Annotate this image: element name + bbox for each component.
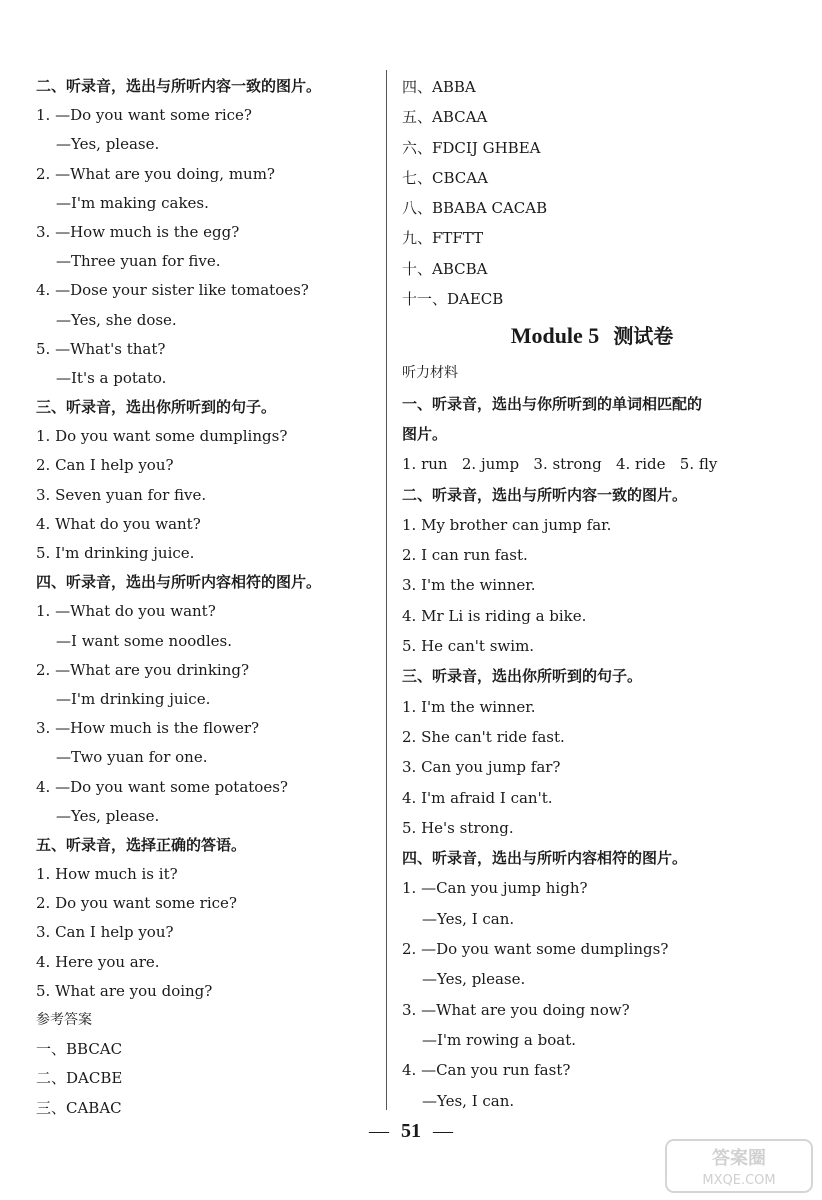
text-line: 5. What are you doing? [36,981,213,1000]
column-divider [386,70,387,1110]
text-line: 3. Seven yuan for five. [36,485,207,504]
answer-line: 十一、DAECB [402,290,504,309]
text-line: 1. How much is it? [36,865,178,884]
text-line: 1. —Do you want some rice? [36,106,252,125]
text-line: 2. I can run fast. [402,546,528,565]
answer-line: 九、FTFTT [402,229,484,248]
word-list: 1. run 2. jump 3. strong 4. ride 5. fly [402,455,718,474]
answer-line: 七、CBCAA [402,168,488,187]
text-line: 2. —Do you want some dumplings? [402,940,669,959]
text-line: 3. —What are you doing now? [402,1000,630,1019]
answer-line: 八、BBABA CACAB [402,199,548,218]
text-line: 3. Can you jump far? [402,758,561,777]
text-line: 4. I'm afraid I can't. [402,788,553,807]
text-line: —Yes, please. [56,806,160,825]
text-line: —Three yuan for five. [56,252,221,271]
text-line: 5. —What's that? [36,339,166,358]
text-line: —I'm drinking juice. [56,689,211,708]
section-heading: 三、听录音，选出你所听到的句子。 [36,398,277,417]
section-heading: 二、听录音，选出与所听内容一致的图片。 [36,77,322,95]
text-line: 4. Here you are. [36,952,160,971]
text-line: 1. —Can you jump high? [402,879,588,898]
page-number-dash-right: — [433,1120,453,1142]
answers-heading: 参考答案 [36,1012,92,1028]
module-title [402,314,782,358]
text-line: 4. —Can you run fast? [402,1061,571,1080]
section-heading: 四、听录音，选出与所听内容相符的图片。 [402,849,688,868]
watermark-logo-icon [664,1136,814,1196]
text-line: 1. My brother can jump far. [402,515,612,534]
text-line: 2. —What are you drinking? [36,660,250,679]
text-line: 1. I'm the winner. [402,697,536,716]
section-heading: 四、听录音，选出与所听内容相符的图片。 [36,573,322,592]
text-line: 2. Do you want some rice? [36,894,237,913]
answer-line: 六、FDCIJ GHBEA [402,138,541,157]
text-line: 1. —What do you want? [36,602,216,621]
answer-line: 一、BBCAC [36,1040,123,1059]
answer-line: 二、DACBE [36,1069,123,1088]
text-line: 4. —Dose your sister like tomatoes? [36,281,309,300]
text-line: 2. Can I help you? [36,456,174,475]
text-line: —Yes, I can. [422,1091,515,1110]
text-line: 3. Can I help you? [36,923,174,942]
answer-line: 三、CABAC [36,1098,122,1117]
text-line: —Yes, please. [56,135,160,154]
page-number-value: 51 [401,1120,421,1142]
left-column [36,72,376,1123]
text-line: —Yes, I can. [422,909,515,928]
text-line: 5. He can't swim. [402,637,535,656]
text-line: 5. I'm drinking juice. [36,544,195,562]
svg-text:答案圈: 答案圈 [712,1148,766,1169]
section-heading: 一、听录音，选出与你所听到的单词相匹配的 [402,394,703,413]
page-number-dash-left: — [369,1120,389,1142]
text-line: —Yes, she dose. [56,310,177,329]
text-line: 3. —How much is the egg? [36,222,240,241]
text-line: —I'm rowing a boat. [422,1030,576,1049]
text-line: —I'm making cakes. [56,193,209,212]
section-heading: 二、听录音，选出与所听内容一致的图片。 [402,485,688,504]
text-line: —Two yuan for one. [56,748,208,767]
text-line: 4. Mr Li is riding a bike. [402,606,587,625]
module-title-en: Module 5 [510,323,600,349]
text-line: 3. I'm the winner. [402,576,536,595]
answer-line: 十、ABCBA [402,259,488,278]
section-heading: 五、听录音，选择正确的答语。 [36,835,247,854]
section-heading: 三、听录音，选出你所听到的句子。 [402,667,643,686]
text-line: —Yes, please. [422,970,526,989]
svg-text:MXQE.COM: MXQE.COM [702,1173,776,1188]
text-line: 5. He's strong. [402,818,514,837]
text-line: —I want some noodles. [56,631,232,650]
watermark-logo [664,1136,814,1196]
answer-line: 五、ABCAA [402,108,488,127]
text-line: 2. She can't ride fast. [402,727,565,746]
text-line: 1. Do you want some dumplings? [36,427,288,446]
text-line: 4. —Do you want some potatoes? [36,777,288,796]
text-line: 3. —How much is the flower? [36,719,260,738]
module-title-zh: 测试卷 [613,324,674,349]
right-column [402,72,782,1116]
text-line: —It's a potato. [56,368,167,387]
answer-line: 四、ABBA [402,78,476,96]
section-heading-cont: 图片。 [402,424,448,443]
material-heading: 听力材料 [402,365,458,382]
text-line: 2. —What are you doing, mum? [36,164,275,183]
text-line: 4. What do you want? [36,514,201,533]
